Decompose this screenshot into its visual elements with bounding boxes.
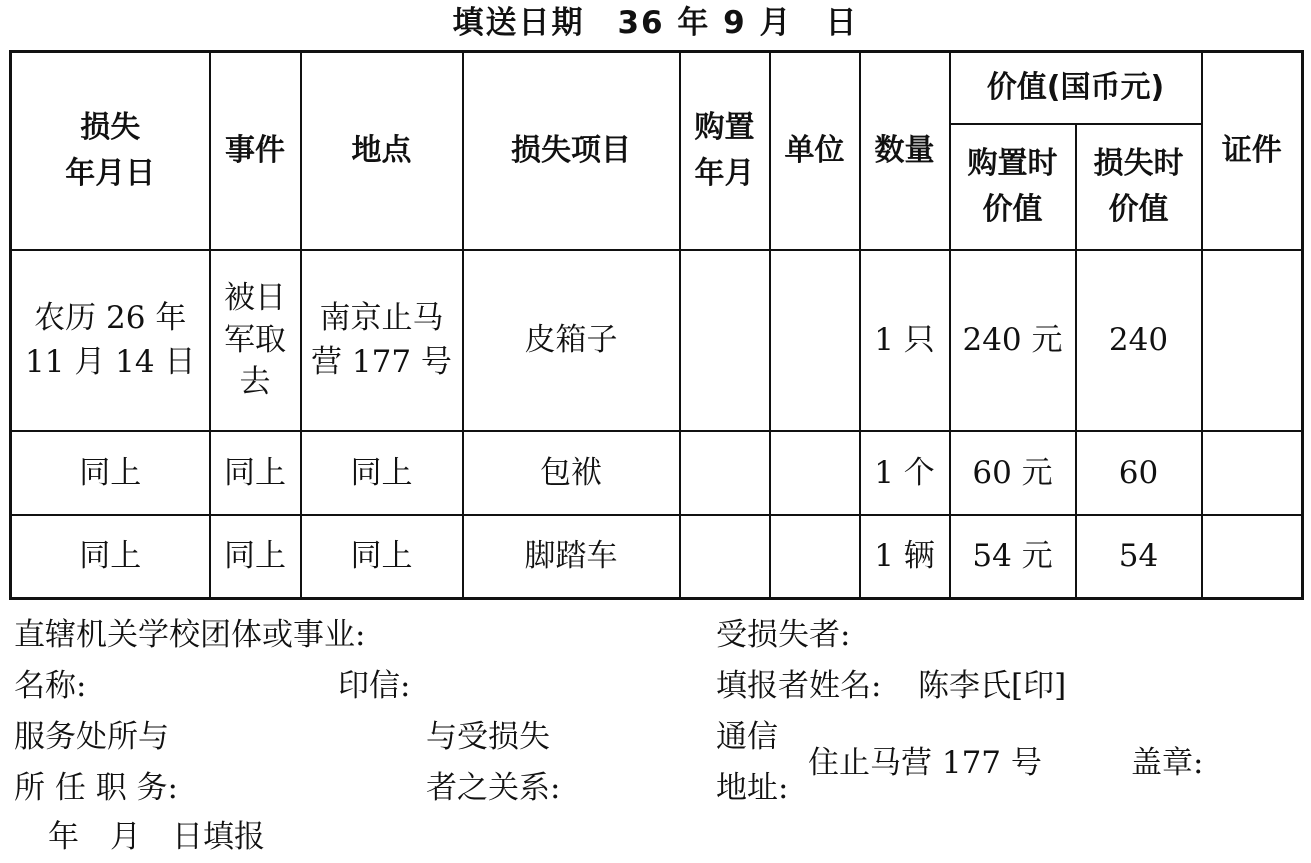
cell-event: 被日 军取 去 [210,250,301,431]
service-label-line1: 服务处所与 [14,719,169,755]
seal-label: 印信: [338,668,411,704]
cell-loss-date: 同上 [11,515,210,599]
reporter-label: 填报者姓名: [716,668,882,704]
cell-event: 同上 [210,431,301,515]
cell-purchase-date [680,250,770,431]
relation-label-line2: 者之关系: [426,770,561,806]
cell-quantity: 1 辆 [860,515,950,599]
cell-certificate [1202,515,1303,599]
stamp-label: 盖章: [1131,745,1204,781]
cell-item: 皮箱子 [463,250,680,431]
name-label: 名称: [14,668,87,704]
col-header-value-purchase: 购置时 价值 [950,124,1076,250]
cell-value-loss: 240 [1076,250,1202,431]
cell-purchase-date [680,431,770,515]
relation-label-line1: 与受损失 [426,719,550,755]
cell-place: 南京止马 营 177 号 [301,250,463,431]
cell-unit [770,250,860,431]
col-header-certificate: 证件 [1202,52,1303,250]
victim-label: 受损失者: [716,617,851,653]
col-header-value-loss: 损失时 价值 [1076,124,1202,250]
cell-certificate [1202,250,1303,431]
cell-loss-date: 农历 26 年 11 月 14 日 [11,250,210,431]
cell-loss-date: 同上 [11,431,210,515]
cell-quantity: 1 只 [860,250,950,431]
reporter-value: 陈李氏[印] [918,668,1067,704]
col-header-loss-date: 损失 年月日 [11,52,210,250]
col-header-unit: 单位 [770,52,860,250]
address-value: 住止马营 177 号 [808,745,1042,781]
loss-report-table [9,50,1304,600]
cell-item: 脚踏车 [463,515,680,599]
cell-event: 同上 [210,515,301,599]
cell-place: 同上 [301,515,463,599]
cell-certificate [1202,431,1303,515]
table-row [11,515,1303,599]
cell-unit [770,431,860,515]
service-label-line2: 所 任 职 务: [14,770,179,806]
col-header-item: 损失项目 [463,52,680,250]
cell-unit [770,515,860,599]
col-header-purchase-date: 购置 年月 [680,52,770,250]
col-header-value-group: 价值(国币元) [950,52,1202,124]
col-header-place: 地点 [301,52,463,250]
fill-date-line: 年 月 日填报 [48,819,265,855]
table-row [11,431,1303,515]
cell-value-loss: 54 [1076,515,1202,599]
cell-value-purchase: 60 元 [950,431,1076,515]
cell-value-loss: 60 [1076,431,1202,515]
cell-place: 同上 [301,431,463,515]
org-label: 直辖机关学校团体或事业: [14,617,366,653]
table-row [11,250,1303,431]
cell-value-purchase: 240 元 [950,250,1076,431]
address-label-line2: 地址: [716,770,789,806]
fill-date-header: 填送日期 36 年 9 月 日 [452,5,859,41]
cell-quantity: 1 个 [860,431,950,515]
cell-purchase-date [680,515,770,599]
col-header-event: 事件 [210,52,301,250]
address-label-line1: 通信 [716,719,778,755]
cell-value-purchase: 54 元 [950,515,1076,599]
cell-item: 包袱 [463,431,680,515]
col-header-quantity: 数量 [860,52,950,250]
